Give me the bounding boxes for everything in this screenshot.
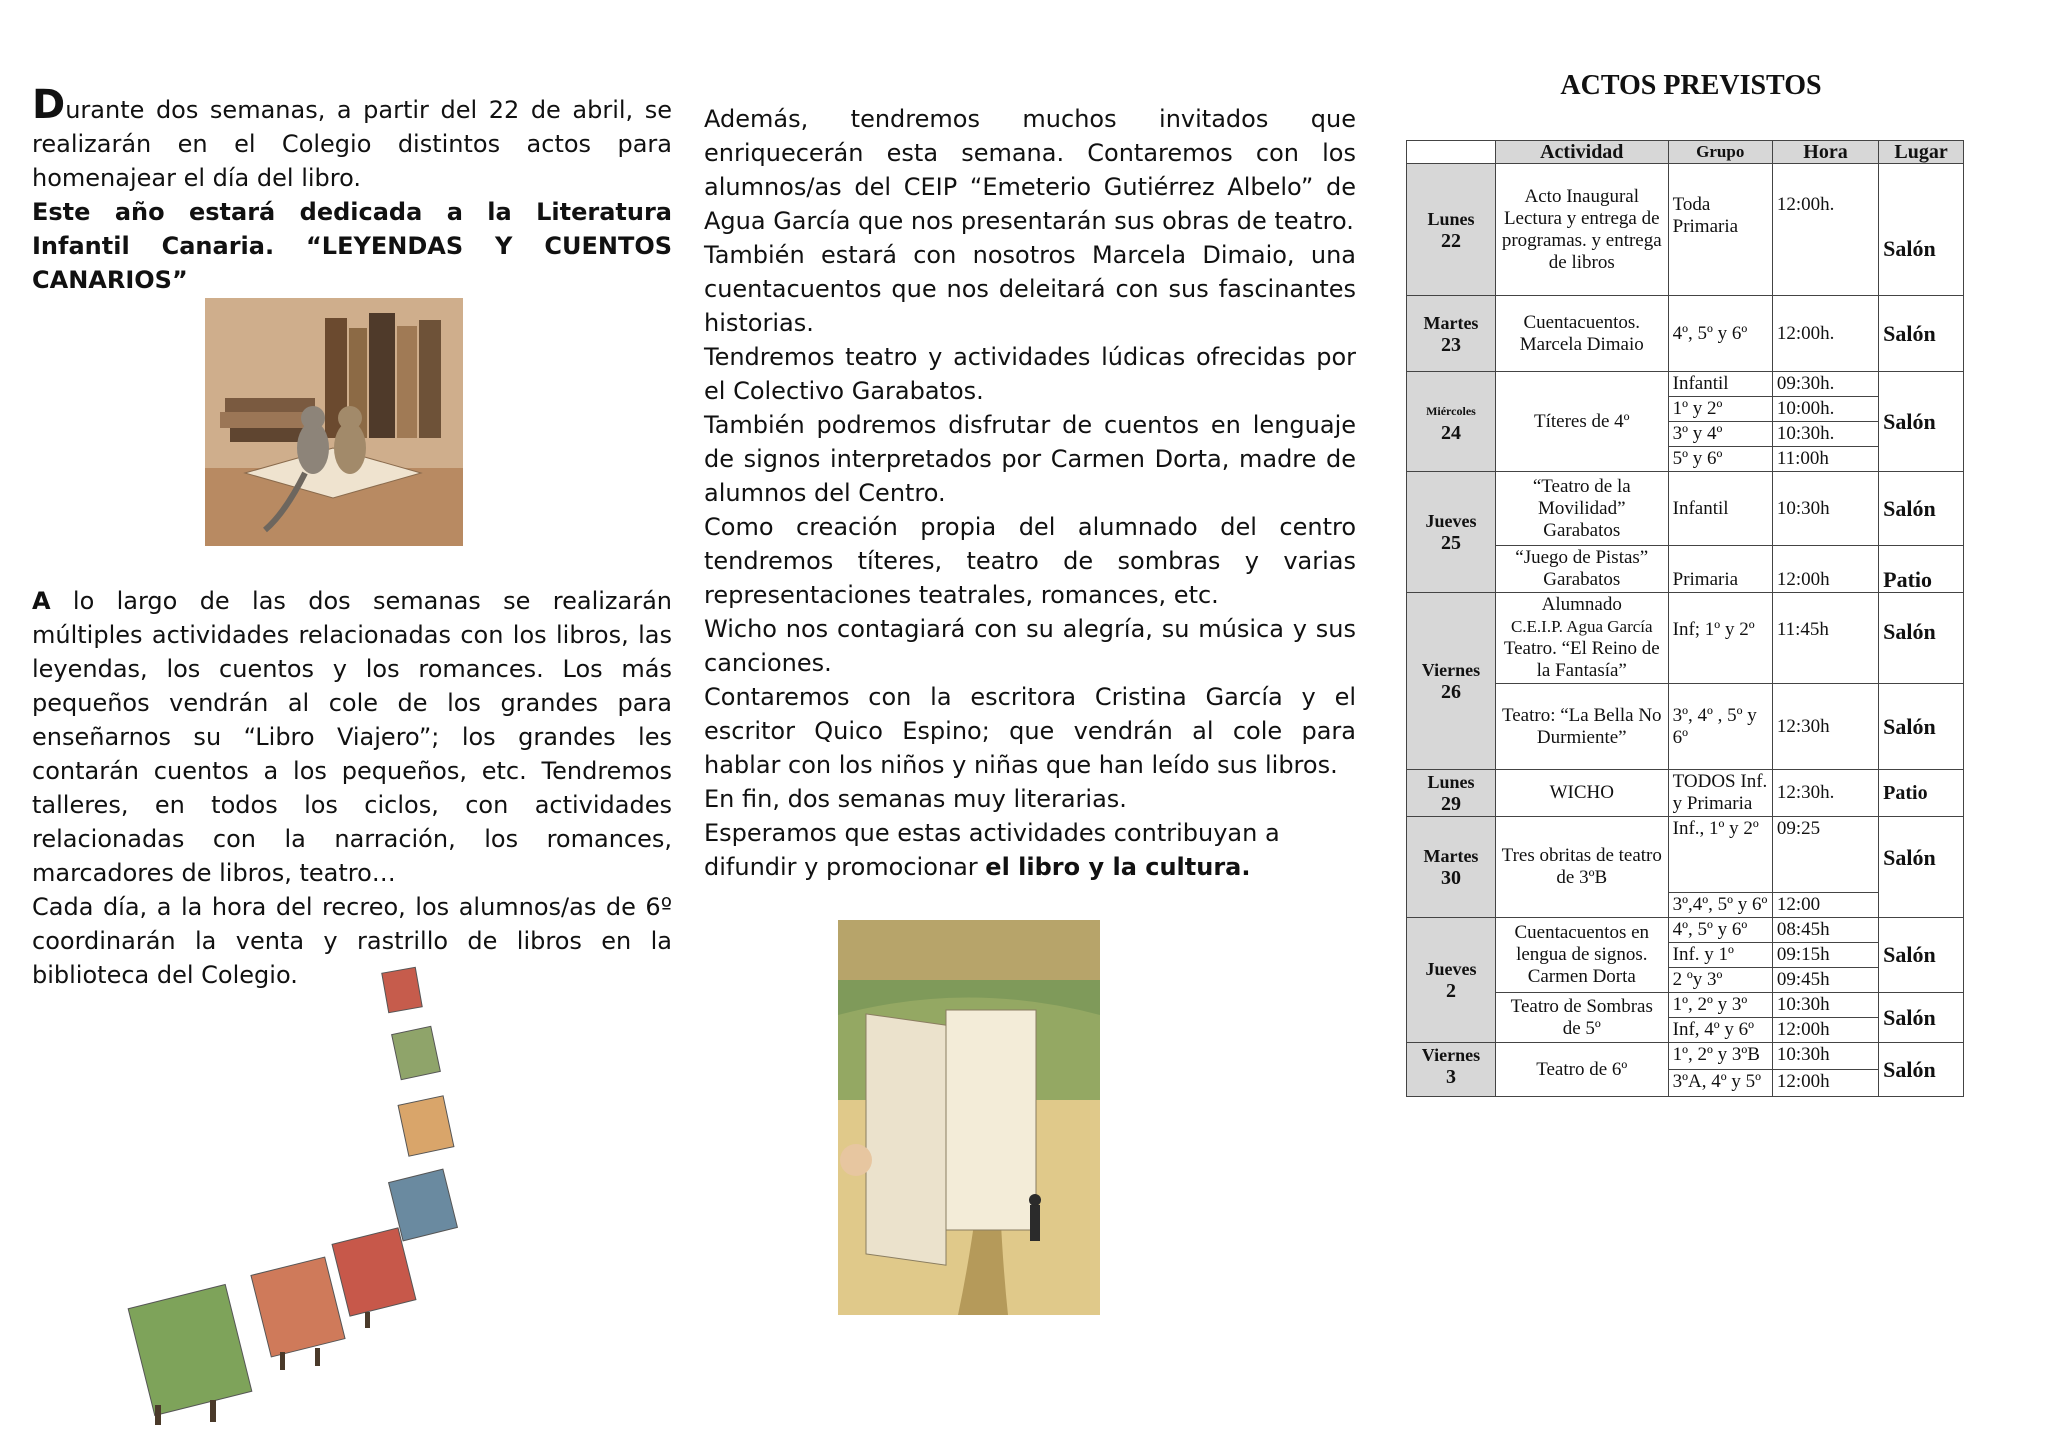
- activity-cell: WICHO: [1495, 770, 1668, 817]
- storyteller-paragraph: También estará con nosotros Marcela Dimaio, una cuentacuentos que nos deleitará con sus fascinantes historias.: [704, 241, 1356, 337]
- place-cell: Salón: [1879, 993, 1964, 1043]
- table-row: [1407, 164, 1964, 296]
- open-book-road-illustration: [838, 920, 1100, 1315]
- group-cell: 3º,4º, 5º y 6º: [1668, 893, 1772, 918]
- day-cell: Lunes 22: [1407, 164, 1496, 296]
- activity-cell: Teatro de 6º: [1495, 1043, 1668, 1097]
- intro-text: urante dos semanas, a partir del 22 de abril, se realizarán en el Colegio distintos actos para homenajear el día del libro.: [32, 96, 672, 192]
- activity-cell: “Teatro de la Movilidad” Garabatos: [1495, 472, 1668, 546]
- time-cell: 12:00h.: [1772, 296, 1878, 372]
- time-cell: 10:30h: [1772, 993, 1878, 1018]
- group-cell: 1º y 2º: [1668, 397, 1772, 422]
- time-cell: 12:00: [1772, 893, 1878, 918]
- time-cell: 09:30h.: [1772, 372, 1878, 397]
- day-cell: Martes 30: [1407, 817, 1496, 918]
- table-row: [1407, 593, 1964, 684]
- literary-weeks-paragraph: En fin, dos semanas muy literarias.: [704, 785, 1127, 813]
- group-cell: Infantil: [1668, 472, 1772, 546]
- guests-paragraph: Además, tendremos muchos invitados que enriquecerán esta semana. Contaremos con los alumnos/as del CEIP “Emeterio Gutiérrez Albelo” de Agua García que nos presentarán sus obras de teatro.: [704, 105, 1356, 235]
- place-cell: Salón: [1879, 684, 1964, 770]
- group-cell: 4º, 5º y 6º: [1668, 918, 1772, 943]
- activity-cell: Cuentacuentos en lengua de signos. Carmen Dorta: [1495, 918, 1668, 993]
- theme-text: Este año estará dedicada a la Literatura Infantil Canaria. “LEYENDAS Y CUENTOS CANARIOS”: [32, 198, 672, 294]
- time-cell: 11:45h: [1772, 593, 1878, 684]
- schedule-title: ACTOS PREVISTOS: [1560, 70, 1822, 101]
- closing-paragraph: [704, 816, 1356, 884]
- time-cell: 12:00h.: [1772, 164, 1878, 296]
- day-cell: Martes 23: [1407, 296, 1496, 372]
- time-cell: 12:30h.: [1772, 770, 1878, 817]
- table-row: [1407, 372, 1964, 397]
- place-cell: Salón: [1879, 1043, 1964, 1097]
- group-cell: Primaria: [1668, 546, 1772, 593]
- group-cell: Inf; 1º y 2º: [1668, 593, 1772, 684]
- place-cell: Salón: [1879, 817, 1964, 918]
- header-day: [1407, 141, 1496, 164]
- time-cell: 08:45h: [1772, 918, 1878, 943]
- column-middle: [704, 102, 1356, 884]
- book-sale-paragraph: Cada día, a la hora del recreo, los alumnos/as de 6º coordinarán la venta y rastrillo de libros en la biblioteca del Colegio.: [32, 893, 672, 989]
- time-cell: 12:30h: [1772, 684, 1878, 770]
- puppets-paragraph: Como creación propia del alumnado del centro tendremos títeres, teatro de sombras y varias representaciones teatrales, romances, etc.: [704, 513, 1356, 609]
- group-cell: 3º, 4º , 5º y 6º: [1668, 684, 1772, 770]
- drop-cap: D: [32, 82, 66, 128]
- group-cell: Inf. y 1º: [1668, 943, 1772, 968]
- place-cell: Salón: [1879, 593, 1964, 684]
- activity-cell: Acto Inaugural Lectura y entrega de programas. y entrega de libros: [1495, 164, 1668, 296]
- table-header-row: [1407, 141, 1964, 164]
- time-cell: 10:00h.: [1772, 397, 1878, 422]
- activity-cell: “Juego de Pistas” Garabatos: [1495, 546, 1668, 593]
- day-cell: Lunes 29: [1407, 770, 1496, 817]
- theme-paragraph: [32, 195, 672, 297]
- activity-cell: Títeres de 4º: [1495, 372, 1668, 472]
- table-row: [1407, 472, 1964, 546]
- activity-cell: Teatro: “La Bella No Durmiente”: [1495, 684, 1668, 770]
- day-cell: Jueves 2: [1407, 918, 1496, 1043]
- garabatos-paragraph: Tendremos teatro y actividades lúdicas ofrecidas por el Colectivo Garabatos.: [704, 343, 1356, 405]
- header-lugar: Lugar: [1879, 141, 1964, 164]
- time-cell: 12:00h: [1772, 1018, 1878, 1043]
- time-cell: 11:00h: [1772, 447, 1878, 472]
- header-actividad: Actividad: [1495, 141, 1668, 164]
- table-row: [1407, 1043, 1964, 1070]
- time-cell: 10:30h: [1772, 472, 1878, 546]
- table-row: [1407, 296, 1964, 372]
- walking-books-illustration: [120, 960, 480, 1430]
- activity-cell: Tres obritas de teatro de 3ºB: [1495, 817, 1668, 918]
- intro-paragraph: [32, 82, 672, 195]
- activities-paragraph: [32, 584, 672, 890]
- group-cell: Inf, 4º y 6º: [1668, 1018, 1772, 1043]
- day-cell: Viernes 26: [1407, 593, 1496, 770]
- activity-cell: Alumnado C.E.I.P. Agua García Teatro. “El Reino de la Fantasía”: [1495, 593, 1668, 684]
- closing-bold: el libro y la cultura.: [985, 853, 1251, 881]
- group-cell: 5º y 6º: [1668, 447, 1772, 472]
- table-row: [1407, 817, 1964, 893]
- column-left: [32, 82, 672, 297]
- events-table: [1406, 140, 1964, 1097]
- group-cell: Infantil: [1668, 372, 1772, 397]
- time-cell: 12:00h: [1772, 546, 1878, 593]
- group-cell: 2 ºy 3º: [1668, 968, 1772, 993]
- table-row: [1407, 770, 1964, 817]
- place-cell: Patio: [1879, 770, 1964, 817]
- day-cell: Jueves 25: [1407, 472, 1496, 593]
- time-cell: 10:30h: [1772, 1043, 1878, 1070]
- place-cell: Salón: [1879, 472, 1964, 546]
- column-left-lower: [32, 584, 672, 992]
- time-cell: 10:30h.: [1772, 422, 1878, 447]
- activities-text: lo largo de las dos semanas se realizarán múltiples actividades relacionadas con los libros, las leyendas, los cuentos y los romances. Los más pequeños vendrán al cole de los grandes para enseñarnos su “Libro Viajero”; los grandes les contarán cuentos a los pequeños, etc. Tendremos talleres, en todos los ciclos, con actividades relacionadas con la narración, los romances, marcadores de libros, teatro…: [32, 587, 672, 887]
- day-cell: Miércoles 24: [1407, 372, 1496, 472]
- closing-text: Esperamos que estas actividades contribuyan a difundir y promocionar: [704, 819, 1280, 881]
- time-cell: 09:45h: [1772, 968, 1878, 993]
- place-cell: Salón: [1879, 164, 1964, 296]
- header-hora: Hora: [1772, 141, 1878, 164]
- time-cell: 09:15h: [1772, 943, 1878, 968]
- books-cats-illustration: [205, 298, 463, 546]
- group-cell: 1º, 2º y 3ºB: [1668, 1043, 1772, 1070]
- group-cell: 1º, 2º y 3º: [1668, 993, 1772, 1018]
- sign-language-paragraph: También podremos disfrutar de cuentos en lenguaje de signos interpretados por Carmen Dorta, madre de alumnos del Centro.: [704, 411, 1356, 507]
- day-cell: Viernes 3: [1407, 1043, 1496, 1097]
- group-cell: Inf., 1º y 2º: [1668, 817, 1772, 893]
- activity-cell: Teatro de Sombras de 5º: [1495, 993, 1668, 1043]
- table-row: [1407, 918, 1964, 943]
- place-cell: Salón: [1879, 296, 1964, 372]
- place-cell: Patio: [1879, 546, 1964, 593]
- group-cell: 3ºA, 4º y 5º: [1668, 1070, 1772, 1097]
- activity-cell: Cuentacuentos. Marcela Dimaio: [1495, 296, 1668, 372]
- group-cell: Toda Primaria: [1668, 164, 1772, 296]
- writers-paragraph: Contaremos con la escritora Cristina García y el escritor Quico Espino; que vendrán al cole para hablar con los niños y niñas que han leído sus libros.: [704, 683, 1356, 779]
- group-cell: 4º, 5º y 6º: [1668, 296, 1772, 372]
- wicho-paragraph: Wicho nos contagiará con su alegría, su música y sus canciones.: [704, 615, 1356, 677]
- place-cell: Salón: [1879, 918, 1964, 993]
- group-cell: TODOS Inf. y Primaria: [1668, 770, 1772, 817]
- place-cell: Salón: [1879, 372, 1964, 472]
- header-grupo: Grupo: [1668, 141, 1772, 164]
- drop-cap-a: A: [32, 587, 51, 615]
- group-cell: 3º y 4º: [1668, 422, 1772, 447]
- time-cell: 09:25: [1772, 817, 1878, 893]
- time-cell: 12:00h: [1772, 1070, 1878, 1097]
